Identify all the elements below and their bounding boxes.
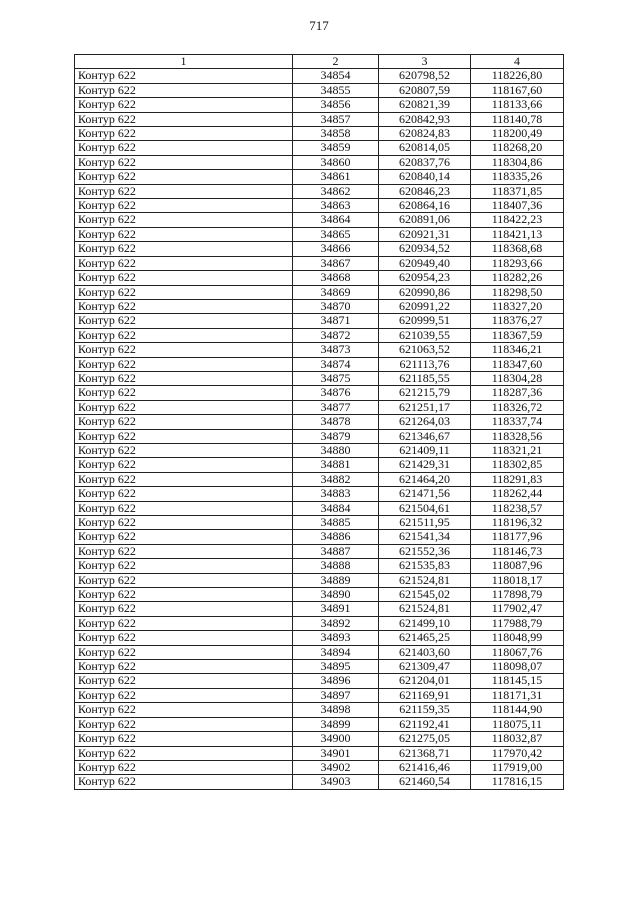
x-coordinate-cell: 621169,91 xyxy=(379,688,471,702)
x-coordinate-cell: 621204,01 xyxy=(379,674,471,688)
point-number-cell: 34896 xyxy=(293,674,379,688)
table-row xyxy=(75,472,564,486)
y-coordinate-cell: 118048,99 xyxy=(471,631,564,645)
table-row xyxy=(75,314,564,328)
y-coordinate-cell: 118133,66 xyxy=(471,98,564,112)
point-number-cell: 34895 xyxy=(293,660,379,674)
table-row xyxy=(75,746,564,760)
table-row xyxy=(75,760,564,774)
y-coordinate-cell: 118337,74 xyxy=(471,415,564,429)
point-number-cell: 34855 xyxy=(293,83,379,97)
point-number-cell: 34899 xyxy=(293,717,379,731)
x-coordinate-cell: 620949,40 xyxy=(379,256,471,270)
y-coordinate-cell: 118145,15 xyxy=(471,674,564,688)
point-number-cell: 34886 xyxy=(293,530,379,544)
table-row xyxy=(75,415,564,429)
contour-cell: Контур 622 xyxy=(75,328,293,342)
y-coordinate-cell: 118302,85 xyxy=(471,458,564,472)
point-number-cell: 34874 xyxy=(293,357,379,371)
y-coordinate-cell: 118032,87 xyxy=(471,732,564,746)
y-coordinate-cell: 118262,44 xyxy=(471,487,564,501)
x-coordinate-cell: 621264,03 xyxy=(379,415,471,429)
table-row xyxy=(75,299,564,313)
y-coordinate-cell: 118422,23 xyxy=(471,213,564,227)
y-coordinate-cell: 118196,32 xyxy=(471,516,564,530)
x-coordinate-cell: 621063,52 xyxy=(379,343,471,357)
point-number-cell: 34884 xyxy=(293,501,379,515)
contour-cell: Контур 622 xyxy=(75,184,293,198)
point-number-cell: 34870 xyxy=(293,299,379,313)
point-number-cell: 34890 xyxy=(293,588,379,602)
y-coordinate-cell: 118268,20 xyxy=(471,141,564,155)
y-coordinate-cell: 118087,96 xyxy=(471,559,564,573)
table-row xyxy=(75,112,564,126)
x-coordinate-cell: 620891,06 xyxy=(379,213,471,227)
x-coordinate-cell: 621541,34 xyxy=(379,530,471,544)
table-row xyxy=(75,703,564,717)
point-number-cell: 34859 xyxy=(293,141,379,155)
table-row xyxy=(75,732,564,746)
y-coordinate-cell: 117902,47 xyxy=(471,602,564,616)
contour-cell: Контур 622 xyxy=(75,501,293,515)
table-row xyxy=(75,227,564,241)
y-coordinate-cell: 118167,60 xyxy=(471,83,564,97)
table-row xyxy=(75,184,564,198)
y-coordinate-cell: 118376,27 xyxy=(471,314,564,328)
x-coordinate-cell: 620934,52 xyxy=(379,242,471,256)
y-coordinate-cell: 118144,90 xyxy=(471,703,564,717)
point-number-cell: 34877 xyxy=(293,400,379,414)
x-coordinate-cell: 620807,59 xyxy=(379,83,471,97)
contour-cell: Контур 622 xyxy=(75,616,293,630)
contour-cell: Контур 622 xyxy=(75,458,293,472)
x-coordinate-cell: 620837,76 xyxy=(379,155,471,169)
contour-cell: Контур 622 xyxy=(75,559,293,573)
table-row xyxy=(75,83,564,97)
contour-cell: Контур 622 xyxy=(75,112,293,126)
contour-cell: Контур 622 xyxy=(75,775,293,789)
contour-cell: Контур 622 xyxy=(75,415,293,429)
x-coordinate-cell: 620954,23 xyxy=(379,271,471,285)
point-number-cell: 34854 xyxy=(293,69,379,83)
x-coordinate-cell: 621511,95 xyxy=(379,516,471,530)
point-number-cell: 34882 xyxy=(293,472,379,486)
table-row xyxy=(75,559,564,573)
y-coordinate-cell: 118287,36 xyxy=(471,386,564,400)
point-number-cell: 34856 xyxy=(293,98,379,112)
x-coordinate-cell: 621552,36 xyxy=(379,544,471,558)
point-number-cell: 34864 xyxy=(293,213,379,227)
y-coordinate-cell: 118347,60 xyxy=(471,357,564,371)
contour-cell: Контур 622 xyxy=(75,429,293,443)
table-row xyxy=(75,544,564,558)
point-number-cell: 34873 xyxy=(293,343,379,357)
contour-cell: Контур 622 xyxy=(75,386,293,400)
page-number: 717 xyxy=(309,18,329,33)
point-number-cell: 34893 xyxy=(293,631,379,645)
column-header-3: 3 xyxy=(379,55,471,69)
x-coordinate-cell: 620798,52 xyxy=(379,69,471,83)
column-header-4: 4 xyxy=(471,55,564,69)
table-row xyxy=(75,602,564,616)
x-coordinate-cell: 620840,14 xyxy=(379,170,471,184)
table-row xyxy=(75,501,564,515)
contour-cell: Контур 622 xyxy=(75,271,293,285)
contour-cell: Контур 622 xyxy=(75,746,293,760)
contour-cell: Контур 622 xyxy=(75,703,293,717)
x-coordinate-cell: 621465,25 xyxy=(379,631,471,645)
column-header-2: 2 xyxy=(293,55,379,69)
x-coordinate-cell: 621524,81 xyxy=(379,573,471,587)
point-number-cell: 34888 xyxy=(293,559,379,573)
table-row xyxy=(75,616,564,630)
point-number-cell: 34902 xyxy=(293,760,379,774)
y-coordinate-cell: 118200,49 xyxy=(471,127,564,141)
x-coordinate-cell: 621309,47 xyxy=(379,660,471,674)
contour-cell: Контур 622 xyxy=(75,631,293,645)
point-number-cell: 34878 xyxy=(293,415,379,429)
contour-cell: Контур 622 xyxy=(75,472,293,486)
point-number-cell: 34858 xyxy=(293,127,379,141)
point-number-cell: 34863 xyxy=(293,199,379,213)
table-row xyxy=(75,645,564,659)
y-coordinate-cell: 118328,56 xyxy=(471,429,564,443)
contour-cell: Контур 622 xyxy=(75,371,293,385)
table-row xyxy=(75,516,564,530)
x-coordinate-cell: 621504,61 xyxy=(379,501,471,515)
point-number-cell: 34867 xyxy=(293,256,379,270)
x-coordinate-cell: 621346,67 xyxy=(379,429,471,443)
point-number-cell: 34885 xyxy=(293,516,379,530)
table-row xyxy=(75,688,564,702)
table-row xyxy=(75,256,564,270)
contour-cell: Контур 622 xyxy=(75,213,293,227)
y-coordinate-cell: 117898,79 xyxy=(471,588,564,602)
y-coordinate-cell: 118346,21 xyxy=(471,343,564,357)
y-coordinate-cell: 118304,86 xyxy=(471,155,564,169)
x-coordinate-cell: 620990,86 xyxy=(379,285,471,299)
x-coordinate-cell: 621215,79 xyxy=(379,386,471,400)
table-row xyxy=(75,429,564,443)
contour-cell: Контур 622 xyxy=(75,602,293,616)
y-coordinate-cell: 118421,13 xyxy=(471,227,564,241)
x-coordinate-cell: 621464,20 xyxy=(379,472,471,486)
contour-cell: Контур 622 xyxy=(75,155,293,169)
x-coordinate-cell: 620842,93 xyxy=(379,112,471,126)
table-row xyxy=(75,530,564,544)
x-coordinate-cell: 621192,41 xyxy=(379,717,471,731)
table-row xyxy=(75,155,564,169)
y-coordinate-cell: 118146,73 xyxy=(471,544,564,558)
contour-cell: Контур 622 xyxy=(75,242,293,256)
contour-cell: Контур 622 xyxy=(75,314,293,328)
x-coordinate-cell: 621275,05 xyxy=(379,732,471,746)
table-row xyxy=(75,343,564,357)
x-coordinate-cell: 621251,17 xyxy=(379,400,471,414)
y-coordinate-cell: 117816,15 xyxy=(471,775,564,789)
y-coordinate-cell: 118304,28 xyxy=(471,371,564,385)
y-coordinate-cell: 118293,66 xyxy=(471,256,564,270)
y-coordinate-cell: 118326,72 xyxy=(471,400,564,414)
y-coordinate-cell: 118098,07 xyxy=(471,660,564,674)
point-number-cell: 34880 xyxy=(293,443,379,457)
table-row xyxy=(75,674,564,688)
contour-cell: Контур 622 xyxy=(75,69,293,83)
y-coordinate-cell: 118371,85 xyxy=(471,184,564,198)
table-row xyxy=(75,199,564,213)
y-coordinate-cell: 118407,36 xyxy=(471,199,564,213)
table-row xyxy=(75,573,564,587)
table-row xyxy=(75,775,564,789)
table-row xyxy=(75,631,564,645)
y-coordinate-cell: 117919,00 xyxy=(471,760,564,774)
y-coordinate-cell: 118282,26 xyxy=(471,271,564,285)
point-number-cell: 34868 xyxy=(293,271,379,285)
table-row xyxy=(75,386,564,400)
point-number-cell: 34892 xyxy=(293,616,379,630)
table-row xyxy=(75,357,564,371)
contour-cell: Контур 622 xyxy=(75,645,293,659)
point-number-cell: 34900 xyxy=(293,732,379,746)
y-coordinate-cell: 117970,42 xyxy=(471,746,564,760)
table-row xyxy=(75,487,564,501)
y-coordinate-cell: 118140,78 xyxy=(471,112,564,126)
contour-cell: Контур 622 xyxy=(75,717,293,731)
y-coordinate-cell: 118067,76 xyxy=(471,645,564,659)
contour-cell: Контур 622 xyxy=(75,400,293,414)
x-coordinate-cell: 620846,23 xyxy=(379,184,471,198)
table-row xyxy=(75,69,564,83)
table-row xyxy=(75,400,564,414)
point-number-cell: 34897 xyxy=(293,688,379,702)
contour-cell: Контур 622 xyxy=(75,256,293,270)
contour-cell: Контур 622 xyxy=(75,343,293,357)
x-coordinate-cell: 621524,81 xyxy=(379,602,471,616)
point-number-cell: 34861 xyxy=(293,170,379,184)
x-coordinate-cell: 621159,35 xyxy=(379,703,471,717)
table-row xyxy=(75,213,564,227)
contour-cell: Контур 622 xyxy=(75,83,293,97)
column-header-1: 1 xyxy=(75,55,293,69)
point-number-cell: 34901 xyxy=(293,746,379,760)
y-coordinate-cell: 118368,68 xyxy=(471,242,564,256)
table-row xyxy=(75,443,564,457)
y-coordinate-cell: 118321,21 xyxy=(471,443,564,457)
contour-cell: Контур 622 xyxy=(75,127,293,141)
x-coordinate-cell: 621368,71 xyxy=(379,746,471,760)
contour-cell: Контур 622 xyxy=(75,660,293,674)
x-coordinate-cell: 621185,55 xyxy=(379,371,471,385)
contour-cell: Контур 622 xyxy=(75,357,293,371)
table-row xyxy=(75,328,564,342)
x-coordinate-cell: 621499,10 xyxy=(379,616,471,630)
table-body xyxy=(75,69,564,789)
point-number-cell: 34883 xyxy=(293,487,379,501)
x-coordinate-cell: 621471,56 xyxy=(379,487,471,501)
x-coordinate-cell: 621535,83 xyxy=(379,559,471,573)
x-coordinate-cell: 621113,76 xyxy=(379,357,471,371)
table-row xyxy=(75,141,564,155)
point-number-cell: 34875 xyxy=(293,371,379,385)
table-row xyxy=(75,285,564,299)
y-coordinate-cell: 118238,57 xyxy=(471,501,564,515)
y-coordinate-cell: 118075,11 xyxy=(471,717,564,731)
point-number-cell: 34876 xyxy=(293,386,379,400)
y-coordinate-cell: 118177,96 xyxy=(471,530,564,544)
point-number-cell: 34869 xyxy=(293,285,379,299)
x-coordinate-cell: 620921,31 xyxy=(379,227,471,241)
table-row xyxy=(75,660,564,674)
x-coordinate-cell: 621460,54 xyxy=(379,775,471,789)
table-header-row xyxy=(75,55,564,69)
contour-cell: Контур 622 xyxy=(75,544,293,558)
table-row xyxy=(75,170,564,184)
y-coordinate-cell: 118018,17 xyxy=(471,573,564,587)
contour-cell: Контур 622 xyxy=(75,688,293,702)
contour-cell: Контур 622 xyxy=(75,299,293,313)
table-row xyxy=(75,127,564,141)
point-number-cell: 34879 xyxy=(293,429,379,443)
contour-cell: Контур 622 xyxy=(75,141,293,155)
y-coordinate-cell: 118226,80 xyxy=(471,69,564,83)
point-number-cell: 34860 xyxy=(293,155,379,169)
contour-cell: Контур 622 xyxy=(75,199,293,213)
point-number-cell: 34862 xyxy=(293,184,379,198)
contour-cell: Контур 622 xyxy=(75,530,293,544)
table-row xyxy=(75,271,564,285)
y-coordinate-cell: 118367,59 xyxy=(471,328,564,342)
x-coordinate-cell: 620821,39 xyxy=(379,98,471,112)
contour-cell: Контур 622 xyxy=(75,588,293,602)
contour-cell: Контур 622 xyxy=(75,732,293,746)
x-coordinate-cell: 621416,46 xyxy=(379,760,471,774)
point-number-cell: 34865 xyxy=(293,227,379,241)
point-number-cell: 34894 xyxy=(293,645,379,659)
table-row xyxy=(75,98,564,112)
point-number-cell: 34891 xyxy=(293,602,379,616)
table-row xyxy=(75,371,564,385)
y-coordinate-cell: 117988,79 xyxy=(471,616,564,630)
x-coordinate-cell: 620999,51 xyxy=(379,314,471,328)
contour-cell: Контур 622 xyxy=(75,674,293,688)
table-row xyxy=(75,717,564,731)
x-coordinate-cell: 621409,11 xyxy=(379,443,471,457)
point-number-cell: 34903 xyxy=(293,775,379,789)
point-number-cell: 34866 xyxy=(293,242,379,256)
point-number-cell: 34871 xyxy=(293,314,379,328)
point-number-cell: 34872 xyxy=(293,328,379,342)
y-coordinate-cell: 118335,26 xyxy=(471,170,564,184)
coordinates-table xyxy=(74,54,564,790)
contour-cell: Контур 622 xyxy=(75,285,293,299)
contour-cell: Контур 622 xyxy=(75,487,293,501)
contour-cell: Контур 622 xyxy=(75,516,293,530)
y-coordinate-cell: 118327,20 xyxy=(471,299,564,313)
contour-cell: Контур 622 xyxy=(75,227,293,241)
y-coordinate-cell: 118171,31 xyxy=(471,688,564,702)
x-coordinate-cell: 621545,02 xyxy=(379,588,471,602)
x-coordinate-cell: 620814,05 xyxy=(379,141,471,155)
x-coordinate-cell: 621403,60 xyxy=(379,645,471,659)
contour-cell: Контур 622 xyxy=(75,98,293,112)
table-row xyxy=(75,588,564,602)
x-coordinate-cell: 621429,31 xyxy=(379,458,471,472)
point-number-cell: 34881 xyxy=(293,458,379,472)
x-coordinate-cell: 621039,55 xyxy=(379,328,471,342)
contour-cell: Контур 622 xyxy=(75,170,293,184)
x-coordinate-cell: 620991,22 xyxy=(379,299,471,313)
contour-cell: Контур 622 xyxy=(75,573,293,587)
y-coordinate-cell: 118291,83 xyxy=(471,472,564,486)
point-number-cell: 34898 xyxy=(293,703,379,717)
x-coordinate-cell: 620864,16 xyxy=(379,199,471,213)
point-number-cell: 34887 xyxy=(293,544,379,558)
contour-cell: Контур 622 xyxy=(75,443,293,457)
point-number-cell: 34889 xyxy=(293,573,379,587)
table-row xyxy=(75,242,564,256)
table-row xyxy=(75,458,564,472)
y-coordinate-cell: 118298,50 xyxy=(471,285,564,299)
x-coordinate-cell: 620824,83 xyxy=(379,127,471,141)
contour-cell: Контур 622 xyxy=(75,760,293,774)
point-number-cell: 34857 xyxy=(293,112,379,126)
